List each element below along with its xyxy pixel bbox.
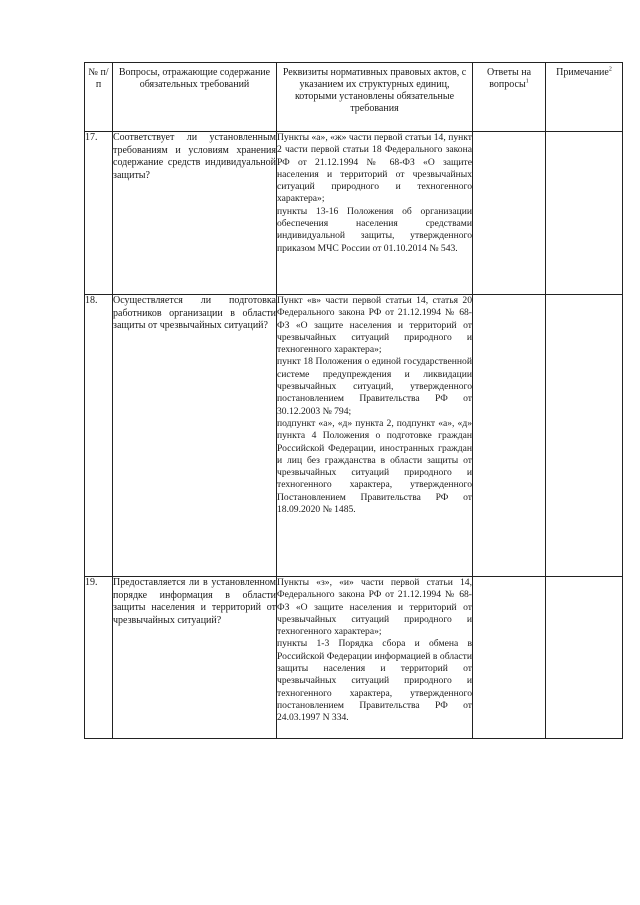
row-requisites [277, 295, 473, 577]
table-header-row [85, 63, 623, 132]
requisite-paragraph: Пункты «а», «ж» части первой статьи 14, пункт 2 части первой статьи 18 Федерального закона РФ от 21.12.1994 № 68-ФЗ «О защите населения и территорий от чрезвычайных ситуаций природного и техногенного характера»; [277, 132, 472, 205]
row-number: 18. [85, 295, 113, 577]
row-requisites [277, 132, 473, 295]
row-question: Осуществляется ли подготовка работников организации в области защиты от чрезвычайных ситуаций? [113, 295, 277, 577]
requisite-paragraph: пункт 18 Положения о единой государственной системе предупреждения и ликвидации чрезвычайных ситуаций, утвержденного постановлением Правительства РФ от 30.12.2003 № 794; [277, 356, 472, 417]
requisite-paragraph: подпункт «а», «д» пункта 2, подпункт «а», «д» пункта 4 Положения о подготовке граждан Российской Федерации, иностранных граждан и лиц без гражданства в области защиты от чрезвычайных ситуаций природного и техногенного характера, утвержденного Постановлением Правительства РФ от 18.09.2020 № 1485. [277, 417, 472, 516]
note-cell [546, 295, 623, 577]
note-cell [546, 132, 623, 295]
row-requisites [277, 577, 473, 739]
table-row [85, 132, 623, 295]
header-note: Примечание$^2$ [546, 63, 623, 132]
checklist-table [84, 62, 623, 739]
row-question: Предоставляется ли в установленном порядке информация в области защиты населения и территорий от чрезвычайных ситуаций? [113, 577, 277, 739]
table-row [85, 577, 623, 739]
answer-cell [473, 577, 546, 739]
row-question: Соответствует ли установленным требованиям и условиям хранения содержание средств индивидуальной защиты? [113, 132, 277, 295]
header-question: Вопросы, отражающие содержание обязательных требований [113, 63, 277, 132]
requisite-paragraph: пункты 1-3 Порядка сбора и обмена в Российской Федерации информацией в области защиты населения и территорий от чрезвычайных ситуаций природного и техногенного характера, утвержденного постановлением Правительства РФ от 24.03.1997 N 334. [277, 638, 472, 724]
requisite-paragraph: пункты 13-16 Положения об организации обеспечения населения средствами индивидуальной защиты, утвержденного приказом МЧС России от 01.10.2014 № 543. [277, 205, 472, 254]
header-num: № п/п [85, 63, 113, 132]
answer-cell [473, 295, 546, 577]
requisite-paragraph: Пункты «з», «и» части первой статьи 14, Федерального закона РФ от 21.12.1994 № 68-ФЗ «О защите населения и территорий от чрезвычайных ситуаций природного и техногенного характера»; [277, 577, 472, 638]
header-answers: Ответы на вопросы$^1$ [473, 63, 546, 132]
row-number: 17. [85, 132, 113, 295]
requisite-paragraph: Пункт «в» части первой статьи 14, статья 20 Федерального закона РФ от 21.12.1994 № 68-ФЗ «О защите населения и территорий от чрезвычайных ситуаций природного и техногенного характера»; [277, 295, 472, 356]
answer-cell [473, 132, 546, 295]
table-row [85, 295, 623, 577]
header-requisites: Реквизиты нормативных правовых актов, с указанием их структурных единиц, которыми установлены обязательные требования [277, 63, 473, 132]
note-cell [546, 577, 623, 739]
row-number: 19. [85, 577, 113, 739]
